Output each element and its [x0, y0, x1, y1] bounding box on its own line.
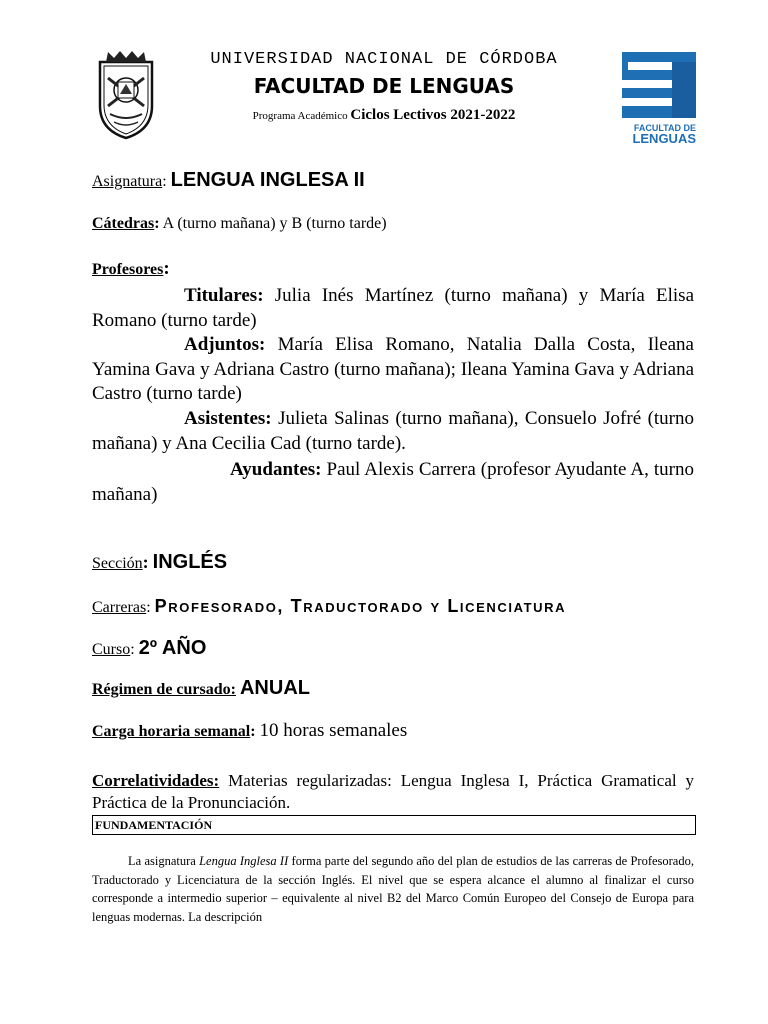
- asistentes-value: Julieta Salinas (turno mañana), Consuelo Jofré (turno mañana) y Ana Cecilia Cad (turno tarde).: [92, 408, 695, 454]
- correlatividades-value: Materias regularizadas: Lengua Inglesa I, Práctica Gramatical y Práctica de la Pronunciación.: [92, 771, 695, 812]
- carreras-label: Carreras: [92, 599, 147, 616]
- carreras-line: Carreras: Profesorado, Traductorado y Licenciatura: [92, 596, 567, 616]
- seccion-label: Sección: [92, 555, 143, 572]
- fundamentacion-text-after: forma parte del segundo año del plan de estudios de las carreras de Profesorado, Traductorado y Licenciatura de la sección Inglés. El nivel que se espera alcance el alumno al finalizar el curso corresponde a intermedio superior – equivalente al nivel B2 del Marco Común Europeo del Consejo de Europa para lenguas modernas. La descripción: [92, 854, 694, 924]
- program-years: Ciclos Lectivos 2021-2022: [350, 107, 516, 123]
- logo-text-2: LENGUAS: [632, 131, 696, 146]
- titulares-value: Julia Inés Martínez (turno mañana) y María Elisa Romano (turno tarde): [92, 285, 695, 331]
- asistentes-label: Asistentes:: [184, 408, 272, 429]
- correlatividades-label: Correlatividades:: [92, 771, 220, 790]
- profesores-label: Profesores: [92, 261, 164, 278]
- profesores-line: Profesores:: [92, 258, 170, 279]
- fundamentacion-heading: FUNDAMENTACIÓN: [92, 815, 696, 835]
- asignatura-line: Asignatura: LENGUA INGLESA II: [92, 169, 365, 191]
- seccion-line: Sección: INGLÉS: [92, 551, 228, 573]
- faculty-logo-icon: [622, 52, 696, 118]
- university-name: UNIVERSIDAD NACIONAL DE CÓRDOBA: [210, 50, 558, 69]
- asignatura-value: LENGUA INGLESA II: [170, 169, 365, 191]
- ayudantes-block: [92, 458, 694, 507]
- carga-value: 10 horas semanales: [259, 720, 408, 741]
- fundamentacion-text-before: La asignatura: [128, 854, 200, 868]
- carga-line: Carga horaria semanal: 10 horas semanales: [92, 720, 408, 741]
- asignatura-label: Asignatura: [92, 173, 163, 190]
- regimen-line: [92, 677, 694, 700]
- curso-value: 2º AÑO: [138, 637, 207, 659]
- carga-label: Carga horaria semanal: [92, 723, 251, 740]
- program-prefix: Programa Académico: [252, 110, 348, 122]
- titulares-label: Titulares:: [184, 285, 264, 306]
- curso-line: Curso: 2º AÑO: [92, 637, 207, 659]
- catedras-line: Cátedras: A (turno mañana) y B (turno tarde): [92, 215, 387, 232]
- ayudantes-value: Paul Alexis Carrera (profesor Ayudante A, turno mañana): [92, 459, 695, 505]
- regimen-value: ANUAL: [239, 677, 310, 699]
- adjuntos-value: María Elisa Romano, Natalia Dalla Costa, Ileana Yamina Gava y Adriana Castro (turno mañana); Ileana Yamina Gava y Adriana Castro (turno tarde): [92, 334, 694, 404]
- adjuntos-block: [92, 333, 694, 407]
- curso-label: Curso: [92, 641, 131, 658]
- logo-text-1: FACULTAD DE: [633, 123, 696, 133]
- faculty-logo: [622, 52, 696, 146]
- fundamentacion-paragraph: [92, 852, 694, 926]
- asistentes-block: [92, 407, 694, 456]
- correlatividades-block: [92, 770, 694, 814]
- catedras-value: A (turno mañana) y B (turno tarde): [162, 215, 387, 232]
- regimen-label: Régimen de cursado:: [92, 681, 236, 698]
- carreras-value: Profesorado, Traductorado y Licenciatura: [154, 596, 567, 616]
- titulares-block: [92, 284, 694, 333]
- faculty-name: FACULTAD DE LENGUAS: [253, 74, 515, 98]
- ayudantes-label: Ayudantes:: [230, 459, 322, 480]
- catedras-label: Cátedras: [92, 215, 155, 232]
- fundamentacion-text-italic: Lengua Inglesa II: [199, 854, 289, 868]
- seccion-value: INGLÉS: [152, 551, 228, 573]
- adjuntos-label: Adjuntos:: [184, 334, 266, 355]
